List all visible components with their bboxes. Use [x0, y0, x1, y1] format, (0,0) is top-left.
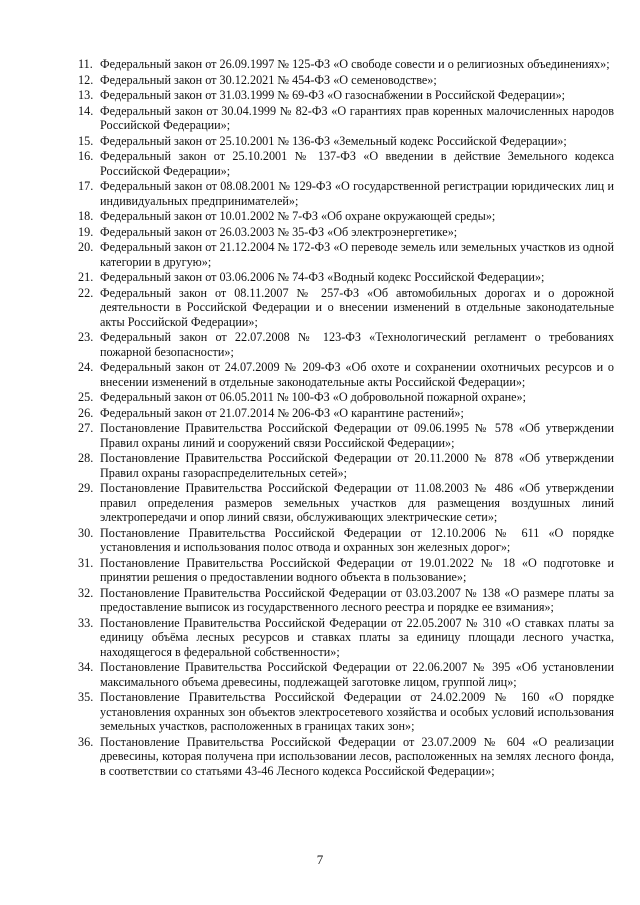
list-item [78, 179, 614, 208]
list-item [78, 149, 614, 178]
list-item [78, 88, 614, 103]
list-item [78, 526, 614, 555]
item-number: 30. [78, 525, 94, 540]
list-item [78, 209, 614, 224]
list-item [78, 481, 614, 525]
item-text: Федеральный закон от 26.03.2003 № 35-ФЗ «Об электроэнергетике»; [100, 224, 458, 239]
item-number: 33. [78, 615, 94, 630]
item-text: Постановление Правительства Российской Федерации от 12.10.2006 № 611 «О порядке установления и использования полос отвода и охранных зон железных дорог»; [100, 525, 614, 554]
list-item [78, 240, 614, 269]
item-number: 25. [78, 390, 94, 404]
item-text: Федеральный закон от 21.12.2004 № 172-ФЗ «О переводе земель или земельных участков из одной категории в другую»; [100, 240, 614, 269]
item-number: 24. [78, 360, 94, 374]
item-number: 12. [78, 72, 94, 87]
item-text: Федеральный закон от 21.07.2014 № 206-ФЗ «О карантине растений»; [100, 405, 464, 420]
item-text: Федеральный закон от 26.09.1997 № 125-ФЗ «О свободе совести и о религиозных объединениях»; [100, 57, 610, 71]
item-text: Постановление Правительства Российской Федерации от 20.11.2000 № 878 «Об утверждении Правил охраны газораспределительных сетей»; [100, 451, 614, 480]
item-text: Постановление Правительства Российской Федерации от 09.06.1995 № 578 «Об утверждении Правил охраны линий и сооружений связи Российской Федерации»; [100, 421, 614, 450]
item-number: 28. [78, 451, 94, 465]
item-number: 18. [78, 209, 94, 223]
list-item [78, 225, 614, 240]
item-text: Постановление Правительства Российской Федерации от 03.03.2007 № 138 «О размере платы за предоставление выписок из государственного лесного реестра и порядке ее взимания»; [100, 585, 614, 614]
list-item [78, 73, 614, 88]
item-number: 15. [78, 133, 94, 148]
list-item [78, 735, 614, 779]
item-number: 32. [78, 585, 94, 600]
item-number: 14. [78, 103, 94, 118]
list-item [78, 690, 614, 734]
item-text: Федеральный закон от 22.07.2008 № 123-ФЗ «Технологический регламент о требованиях пожарной безопасности»; [100, 330, 614, 359]
item-text: Федеральный закон от 08.11.2007 № 257-ФЗ «Об автомобильных дорогах и о дорожной деятельности в Российской Федерации и о внесении изменений в отдельные законодательные акты Российской Федерации»; [100, 285, 614, 329]
item-text: Федеральный закон от 10.01.2002 № 7-ФЗ «Об охране окружающей среды»; [100, 209, 496, 223]
item-text: Постановление Правительства Российской Федерации от 22.05.2007 № 310 «О ставках платы за единицу объёма лесных ресурсов и ставках платы за единицу площади лесного участка, находящегося в федеральной собственности»; [100, 615, 614, 659]
list-item [78, 616, 614, 660]
list-item [78, 421, 614, 450]
item-number: 23. [78, 330, 94, 344]
item-text: Федеральный закон от 30.12.2021 № 454-ФЗ «О семеноводстве»; [100, 72, 437, 87]
list-item [78, 104, 614, 133]
list-item [78, 586, 614, 615]
page-number: 7 [316, 852, 324, 867]
item-number: 29. [78, 481, 94, 495]
item-text: Федеральный закон от 24.07.2009 № 209-ФЗ «Об охоте и сохранении охотничьих ресурсов и о внесении изменений в отдельные законодательные акты Российской Федерации»; [100, 360, 614, 389]
item-text: Федеральный закон от 03.06.2006 № 74-ФЗ «Водный кодекс Российской Федерации»; [100, 270, 545, 284]
item-text: Постановление Правительства Российской Федерации от 11.08.2003 № 486 «Об утверждении правил определения размеров земельных участков для размещения воздушных линий электропередачи и опор линий связи, обслуживающих электрические сети»; [100, 481, 614, 524]
list-item [78, 556, 614, 585]
item-number: 22. [78, 285, 94, 300]
item-text: Федеральный закон от 30.04.1999 № 82-ФЗ «О гарантиях прав коренных малочисленных народов Российской Федерации»; [100, 103, 614, 132]
item-number: 13. [78, 88, 94, 102]
list-item [78, 406, 614, 421]
item-number: 31. [78, 555, 94, 570]
list-item [78, 451, 614, 480]
item-number: 27. [78, 421, 94, 435]
item-text: Федеральный закон от 25.10.2001 № 137-ФЗ «О введении в действие Земельного кодекса Российской Федерации»; [100, 149, 614, 178]
list-item [78, 330, 614, 359]
list-item [78, 57, 614, 72]
list-item [78, 134, 614, 149]
item-number: 11. [78, 57, 93, 71]
item-number: 21. [78, 270, 94, 284]
list-item [78, 360, 614, 389]
item-number: 35. [78, 690, 94, 704]
item-text: Постановление Правительства Российской Федерации от 23.07.2009 № 604 «О реализации древесины, которая получена при использовании лесов, расположенных на землях лесного фонда, в соответствии со статьями 43-46 Лесного кодекса Российской Федерации»; [100, 734, 614, 778]
item-number: 34. [78, 660, 94, 674]
legal-acts-list [78, 57, 614, 779]
list-item [78, 660, 614, 689]
item-text: Федеральный закон от 08.08.2001 № 129-ФЗ «О государственной регистрации юридических лиц и индивидуальных предпринимателей»; [100, 179, 614, 208]
item-number: 19. [78, 224, 94, 239]
item-number: 16. [78, 149, 94, 163]
item-number: 26. [78, 405, 94, 420]
item-number: 17. [78, 179, 94, 193]
item-text: Постановление Правительства Российской Федерации от 19.01.2022 № 18 «О подготовке и принятии решения о предоставлении водного объекта в пользование»; [100, 555, 614, 584]
item-number: 20. [78, 240, 94, 254]
list-item [78, 390, 614, 405]
item-text: Федеральный закон от 25.10.2001 № 136-ФЗ «Земельный кодекс Российской Федерации»; [100, 133, 567, 148]
item-number: 36. [78, 734, 94, 749]
list-item [78, 270, 614, 285]
item-text: Федеральный закон от 31.03.1999 № 69-ФЗ «О газоснабжении в Российской Федерации»; [100, 88, 566, 102]
item-text: Федеральный закон от 06.05.2011 № 100-ФЗ «О добровольной пожарной охране»; [100, 390, 527, 404]
item-text: Постановление Правительства Российской Федерации от 22.06.2007 № 395 «Об установлении максимального объема древесины, подлежащей заготовке лицом, группой лиц»; [100, 660, 614, 689]
item-text: Постановление Правительства Российской Федерации от 24.02.2009 № 160 «О порядке установления охранных зон объектов электросетевого хозяйства и особых условий использования земельных участков, расположенных в границах таких зон»; [100, 690, 614, 733]
list-item [78, 286, 614, 330]
